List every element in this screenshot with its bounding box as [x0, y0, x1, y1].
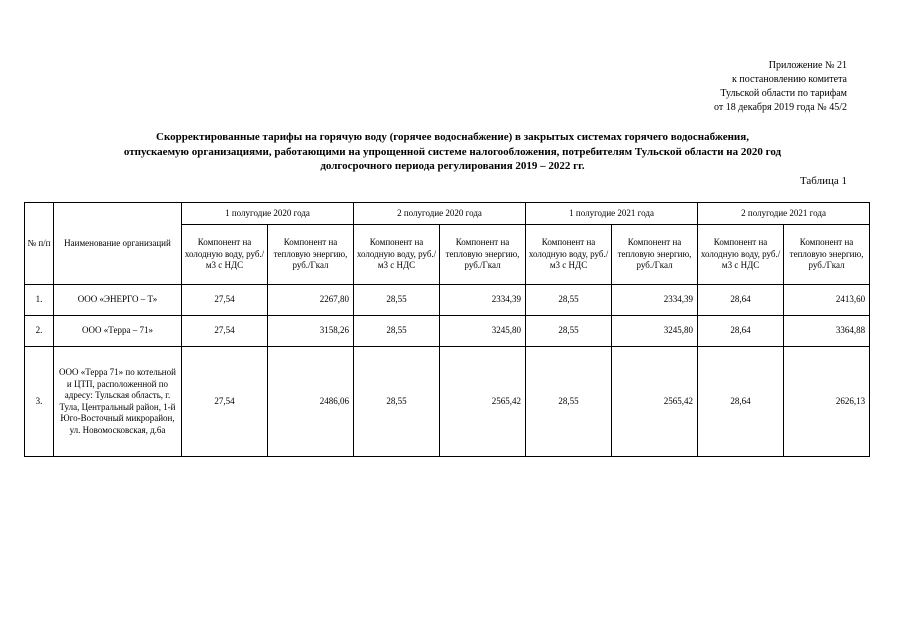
value-cold: 27,54 [182, 347, 268, 457]
appendix-resolution: к постановлению комитета [732, 74, 847, 85]
appendix-number: Приложение № 21 [768, 60, 847, 71]
header-period: 1 полугодие 2020 года [182, 203, 354, 225]
value-cold: 28,55 [526, 316, 612, 347]
value-cold: 28,55 [354, 285, 440, 316]
value-cold: 28,64 [698, 316, 784, 347]
row-org: ООО «ЭНЕРГО – Т» [54, 285, 182, 316]
appendix-reference [714, 59, 847, 115]
value-heat: 3158,26 [268, 316, 354, 347]
table-row [25, 285, 870, 316]
row-num: 2. [25, 316, 54, 347]
header-num: № п/п [25, 203, 54, 285]
title-line-2: отпускаемую организациями, работающими на упрощенной системе налогообложения, потребителям Тульской области на 2020 год [123, 145, 782, 158]
document-title [40, 130, 865, 174]
value-heat: 3245,80 [612, 316, 698, 347]
header-org: Наименование организаций [54, 203, 182, 285]
value-heat: 2486,06 [268, 347, 354, 457]
row-org: ООО «Терра 71» по котельной и ЦТП, расположенной по адресу: Тульская область, г. Тула, Центральный район, 1-й Юго-Восточный микрорайон, ул. Новомосковская, д.6а [54, 347, 182, 457]
header-component-cold: Компонент на холодную воду, руб./м3 с НДС [182, 225, 268, 285]
value-cold: 27,54 [182, 316, 268, 347]
row-num: 1. [25, 285, 54, 316]
value-heat: 2334,39 [612, 285, 698, 316]
header-component-heat: Компонент на тепловую энергию, руб./Гкал [784, 225, 870, 285]
row-num: 3. [25, 347, 54, 457]
value-heat: 2413,60 [784, 285, 870, 316]
header-period: 2 полугодие 2020 года [354, 203, 526, 225]
title-line-3: долгосрочного периода регулирования 2019 – 2022 гг. [320, 160, 585, 172]
value-cold: 28,55 [354, 347, 440, 457]
header-component-cold: Компонент на холодную воду, руб./м3 с НДС [526, 225, 612, 285]
value-cold: 28,64 [698, 285, 784, 316]
header-component-cold: Компонент на холодную воду, руб./м3 с НДС [354, 225, 440, 285]
header-period: 1 полугодие 2021 года [526, 203, 698, 225]
value-heat: 2565,42 [612, 347, 698, 457]
header-row-periods [25, 203, 870, 225]
appendix-committee: Тульской области по тарифам [720, 88, 847, 99]
value-cold: 28,64 [698, 347, 784, 457]
table-label: Таблица 1 [799, 175, 847, 187]
header-component-cold: Компонент на холодную воду, руб./м3 с НДС [698, 225, 784, 285]
value-cold: 27,54 [182, 285, 268, 316]
value-heat: 2565,42 [440, 347, 526, 457]
header-period: 2 полугодие 2021 года [698, 203, 870, 225]
value-heat: 2334,39 [440, 285, 526, 316]
appendix-date: от 18 декабря 2019 года № 45/2 [713, 102, 847, 113]
value-heat: 2267,80 [268, 285, 354, 316]
title-line-1: Скорректированные тарифы на горячую воду (горячее водоснабжение) в закрытых системах горячего водоснабжения, [156, 131, 749, 143]
value-heat: 3245,80 [440, 316, 526, 347]
table-row [25, 316, 870, 347]
value-heat: 2626,13 [784, 347, 870, 457]
value-cold: 28,55 [354, 316, 440, 347]
table-row [25, 347, 870, 457]
value-cold: 28,55 [526, 285, 612, 316]
value-heat: 3364,88 [784, 316, 870, 347]
header-component-heat: Компонент на тепловую энергию, руб./Гкал [440, 225, 526, 285]
header-component-heat: Компонент на тепловую энергию, руб./Гкал [268, 225, 354, 285]
header-component-heat: Компонент на тепловую энергию, руб./Гкал [612, 225, 698, 285]
row-org: ООО «Терра – 71» [54, 316, 182, 347]
value-cold: 28,55 [526, 347, 612, 457]
tariffs-table [24, 202, 870, 457]
